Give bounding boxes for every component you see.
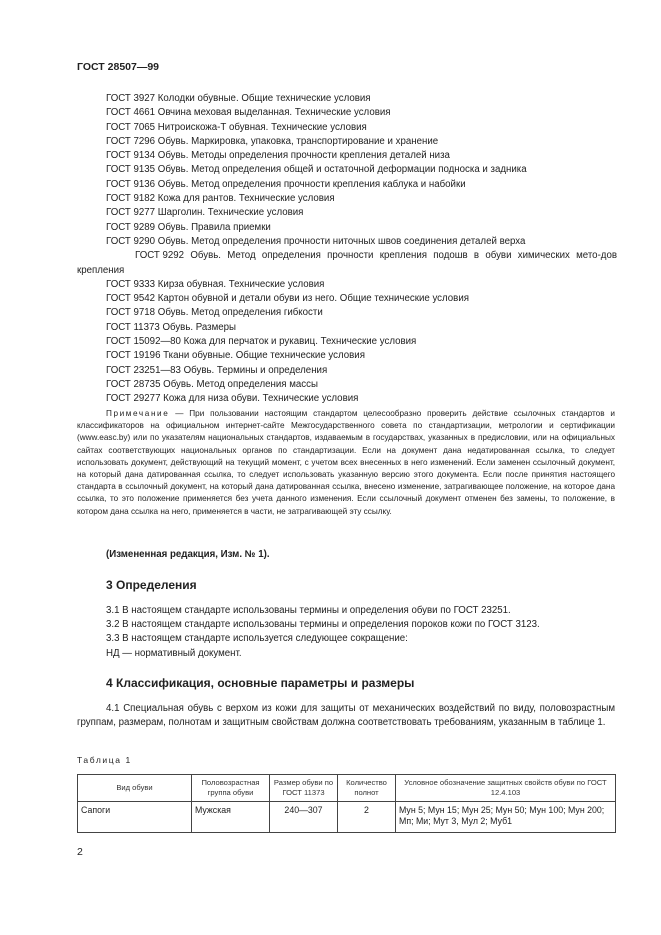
table-cell: Сапоги xyxy=(78,802,192,833)
reference-item xyxy=(77,292,617,306)
reference-title: Овчина меховая выделанная. Технические условия xyxy=(157,107,391,119)
reference-code: ГОСТ 9333 xyxy=(106,278,156,290)
reference-item xyxy=(77,335,617,349)
reference-title: Шарголин. Технические условия xyxy=(157,207,304,219)
reference-title: Обувь. Метод определения общей и остаточной деформации подноска и задника xyxy=(157,164,527,176)
reference-code: ГОСТ 23251—83 xyxy=(106,364,181,376)
reference-item xyxy=(77,364,617,378)
reference-code: ГОСТ 7065 xyxy=(106,121,156,133)
reference-title: Кирза обувная. Технические условия xyxy=(157,278,325,290)
reference-code: ГОСТ 9182 xyxy=(106,193,156,205)
reference-item xyxy=(77,106,617,120)
reference-title: Обувь. Маркировка, упаковка, транспортирование и хранение xyxy=(157,135,439,147)
section-4-heading: 4 Классификация, основные параметры и размеры xyxy=(106,676,415,690)
table-caption: Таблица 1 xyxy=(77,755,132,765)
reference-code: ГОСТ 9289 xyxy=(106,221,156,233)
reference-code: ГОСТ 9542 xyxy=(106,293,156,305)
reference-item xyxy=(77,206,617,220)
table-cell: 240—307 xyxy=(270,802,338,833)
definition-item: НД — нормативный документ. xyxy=(106,647,242,659)
reference-item xyxy=(77,392,617,406)
reference-code: ГОСТ 19196 xyxy=(106,350,161,362)
table-cell: 2 xyxy=(338,802,396,833)
reference-item xyxy=(77,92,617,106)
table-cell: Мун 5; Мун 15; Мун 25; Мун 50; Мун 100; Мун 200; Мп; Ми; Мут 3, Мул 2; Муб1 xyxy=(396,802,616,833)
table-header-row xyxy=(78,775,616,802)
reference-title: Обувь. Правила приемки xyxy=(157,221,271,233)
normative-references-list xyxy=(77,92,617,407)
reference-code: ГОСТ 9135 xyxy=(106,164,156,176)
reference-item xyxy=(77,349,617,363)
table-1 xyxy=(77,774,616,833)
reference-title: Картон обувной и детали обуви из него. Общие технические условия xyxy=(157,293,469,305)
reference-code: ГОСТ 29277 xyxy=(106,393,161,405)
reference-item xyxy=(77,321,617,335)
reference-title: Обувь. Метод определения прочности ниточных швов соединения деталей верха xyxy=(157,235,526,247)
reference-code: ГОСТ 3927 xyxy=(106,93,156,104)
reference-title: Нитроискожа-Т обувная. Технические условия xyxy=(157,121,367,133)
reference-code: ГОСТ 15092—80 xyxy=(106,336,181,348)
reference-code: ГОСТ 7296 xyxy=(106,135,156,147)
reference-item xyxy=(77,378,617,392)
table-header-cell: Размер обуви по ГОСТ 11373 xyxy=(270,775,338,802)
reference-title: Кожа для низа обуви. Технические условия xyxy=(163,393,359,405)
reference-code: ГОСТ 9718 xyxy=(106,307,156,319)
table-cell: Мужская xyxy=(192,802,270,833)
reference-title: Кожа для перчаток и рукавиц. Технические условия xyxy=(183,336,417,348)
reference-item xyxy=(77,192,617,206)
note-label: Примечание xyxy=(106,409,170,418)
note-text: — При пользовании настоящим стандартом целесообразно проверить действие ссылочных стандартов и классификаторов на официальном интернет-сайте Межгосударственного совета по стандартизации, метрологии и сертификации (www.easc.by) или по указателям национальных стандартов, издаваемым в государствах, указанных в предисловии, или на официальных сайтах соответствующих национальных органов по стандартизации. Если на документ дана недатированная ссылка, то следует использовать документ, действующий на текущий момент, с учетом всех внесенных в него изменений. Если заменен ссылочный документ, на который дана датированная ссылка, то следует использовать указанную версию этого документа. Если после принятия настоящего стандарта в ссылочный документ, на который дана датированная ссылка, внесено изменение, затрагивающее положение, на которое дана ссылка, то это положение применяется без учета данного изменения. Если ссылочный документ отменен без замены, то положение, в котором дана ссылка на него, применяется в части, не затрагивающей эту ссылку. xyxy=(77,409,615,516)
reference-item xyxy=(77,163,617,177)
reference-item xyxy=(77,135,617,149)
section-3-heading: 3 Определения xyxy=(106,578,197,592)
reference-item xyxy=(77,306,617,320)
section-4-paragraph: 4.1 Специальная обувь с верхом из кожи для защиты от механических воздействий по виду, половозрастным группам, размерам, полнотам и защитным свойствам должна соответствовать требованиям, указанным в таблице 1. xyxy=(77,703,615,729)
reference-title: Кожа для рантов. Технические условия xyxy=(157,193,335,205)
reference-title: Обувь. Метод определения прочности крепления подошв в обуви химических мето-дов крепления xyxy=(77,250,617,276)
definition-item: 3.3 В настоящем стандарте используется следующее сокращение: xyxy=(106,633,408,645)
reference-title: Обувь. Термины и определения xyxy=(183,364,328,376)
section-3-body xyxy=(106,604,540,661)
reference-item xyxy=(77,249,617,278)
standard-header: ГОСТ 28507—99 xyxy=(77,61,160,73)
reference-item xyxy=(77,221,617,235)
reference-item xyxy=(77,121,617,135)
definition-item: 3.2 В настоящем стандарте использованы термины и определения пороков кожи по ГОСТ 3123. xyxy=(106,619,540,631)
reference-code: ГОСТ 9277 xyxy=(106,207,156,219)
page-number: 2 xyxy=(77,846,83,858)
reference-item xyxy=(77,149,617,163)
definition-item: 3.1 В настоящем стандарте использованы термины и определения обуви по ГОСТ 23251. xyxy=(106,605,511,616)
reference-code: ГОСТ 9290 xyxy=(106,235,156,247)
reference-item xyxy=(77,278,617,292)
reference-code: ГОСТ 28735 xyxy=(106,378,161,390)
reference-title: Обувь. Размеры xyxy=(162,321,237,333)
reference-code: ГОСТ 9292 xyxy=(135,250,185,262)
reference-item xyxy=(77,235,617,249)
table-header-cell: Количество полнот xyxy=(338,775,396,802)
reference-code: ГОСТ 4661 xyxy=(106,107,156,119)
table-header-cell: Вид обуви xyxy=(78,775,192,802)
amendment-note: (Измененная редакция, Изм. № 1). xyxy=(106,549,270,560)
reference-title: Обувь. Метод определения гибкости xyxy=(157,307,323,319)
reference-code: ГОСТ 9134 xyxy=(106,150,156,162)
note-paragraph xyxy=(77,408,615,518)
reference-title: Обувь. Методы определения прочности крепления деталей низа xyxy=(157,150,450,162)
reference-title: Обувь. Метод определения массы xyxy=(163,378,318,390)
reference-title: Ткани обувные. Общие технические условия xyxy=(163,350,365,362)
table-row xyxy=(78,802,616,833)
reference-code: ГОСТ 11373 xyxy=(106,321,160,333)
reference-code: ГОСТ 9136 xyxy=(106,178,156,190)
table-header-cell: Половозрастная группа обуви xyxy=(192,775,270,802)
table-header-cell: Условное обозначение защитных свойств обуви по ГОСТ 12.4.103 xyxy=(396,775,616,802)
reference-title: Колодки обувные. Общие технические условия xyxy=(157,93,371,104)
reference-title: Обувь. Метод определения прочности крепления каблука и набойки xyxy=(157,178,466,190)
reference-item xyxy=(77,178,617,192)
